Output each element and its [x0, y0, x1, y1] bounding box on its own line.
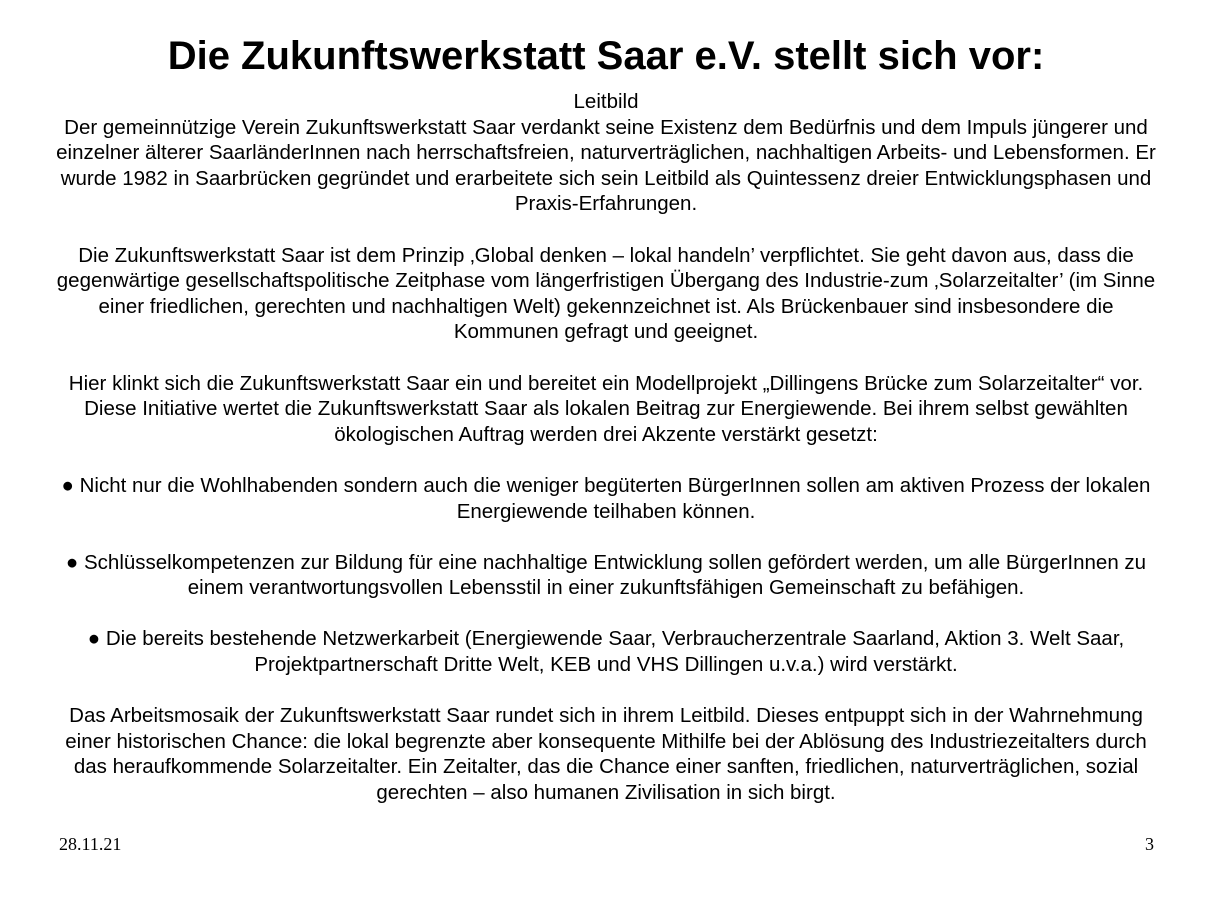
bullet-item: ● Schlüsselkompetenzen zur Bildung für eine nachhaltige Entwicklung sollen gefördert werden, um alle BürgerInnen zu einem verantwortungsvollen Lebensstil in einer zukunftsfähigen Gemeinschaft zu befähigen.	[65, 550, 1147, 600]
subtitle: Leitbild	[573, 90, 639, 113]
spacer	[50, 601, 1162, 627]
paragraph: Der gemeinnützige Verein Zukunftswerkstatt Saar verdankt seine Existenz dem Bedürfnis und dem Impuls jüngerer und einzelner älterer SaarländerInnen nach herrschaftsfreien, naturverträglichen, nachhaltigen Arbeits- und Lebensformen. Er wurde 1982 in Saarbrücken gegründet und erarbeitete sich sein Leitbild als Quintessenz dreier Entwicklungsphasen und Praxis-Erfahrungen.	[56, 115, 1156, 216]
slide-body	[50, 89, 1162, 806]
spacer	[50, 447, 1162, 473]
closing-paragraph: Das Arbeitsmosaik der Zukunftswerkstatt Saar rundet sich in ihrem Leitbild. Dieses entpuppt sich in der Wahrnehmung einer historischen Chance: die lokal begrenzte aber konsequente Mithilfe bei der Ablösung des Industriezeitalters durch das heraufkommende Solarzeitalter. Ein Zeitalter, das die Chance einer sanften, friedlichen, naturverträglichen, sozial gerechten – also humanen Zivilisation in sich birgt.	[65, 704, 1147, 805]
footer-date: 28.11.21	[59, 834, 122, 854]
spacer	[50, 524, 1162, 550]
spacer	[50, 217, 1162, 243]
spacer	[50, 678, 1162, 704]
spacer	[50, 345, 1162, 371]
slide-title: Die Zukunftswerkstatt Saar e.V. stellt sich vor:	[167, 34, 1045, 78]
paragraph: Hier klinkt sich die Zukunftswerkstatt Saar ein und bereitet ein Modellprojekt „Dillingens Brücke zum Solarzeitalter“ vor. Diese Initiative wertet die Zukunftswerkstatt Saar als lokalen Beitrag zur Energiewende. Bei ihrem selbst gewählten ökologischen Auftrag werden drei Akzente verstärkt gesetzt:	[68, 371, 1144, 446]
bullet-item: ● Nicht nur die Wohlhabenden sondern auch die weniger begüterten BürgerInnen sollen am aktiven Prozess der lokalen Energiewende teilhaben können.	[61, 473, 1151, 523]
page-number: 3	[1145, 834, 1154, 854]
bullet-item: ● Die bereits bestehende Netzwerkarbeit (Energiewende Saar, Verbraucherzentrale Saarland, Aktion 3. Welt Saar, Projektpartnerschaft Dritte Welt, KEB und VHS Dillingen u.v.a.) wird verstärkt.	[87, 627, 1125, 677]
paragraph: Die Zukunftswerkstatt Saar ist dem Prinzip ‚Global denken – lokal handeln’ verpflichtet. Sie geht davon aus, dass die gegenwärtige gesellschaftspolitische Zeitphase vom längerfristigen Übergang des Industrie-zum ‚Solarzeitalter’ (im Sinne einer friedlichen, gerechten und nachhaltigen Welt) gekennzeichnet ist. Als Brückenbauer sind insbesondere die Kommunen gefragt und geeignet.	[56, 243, 1156, 344]
